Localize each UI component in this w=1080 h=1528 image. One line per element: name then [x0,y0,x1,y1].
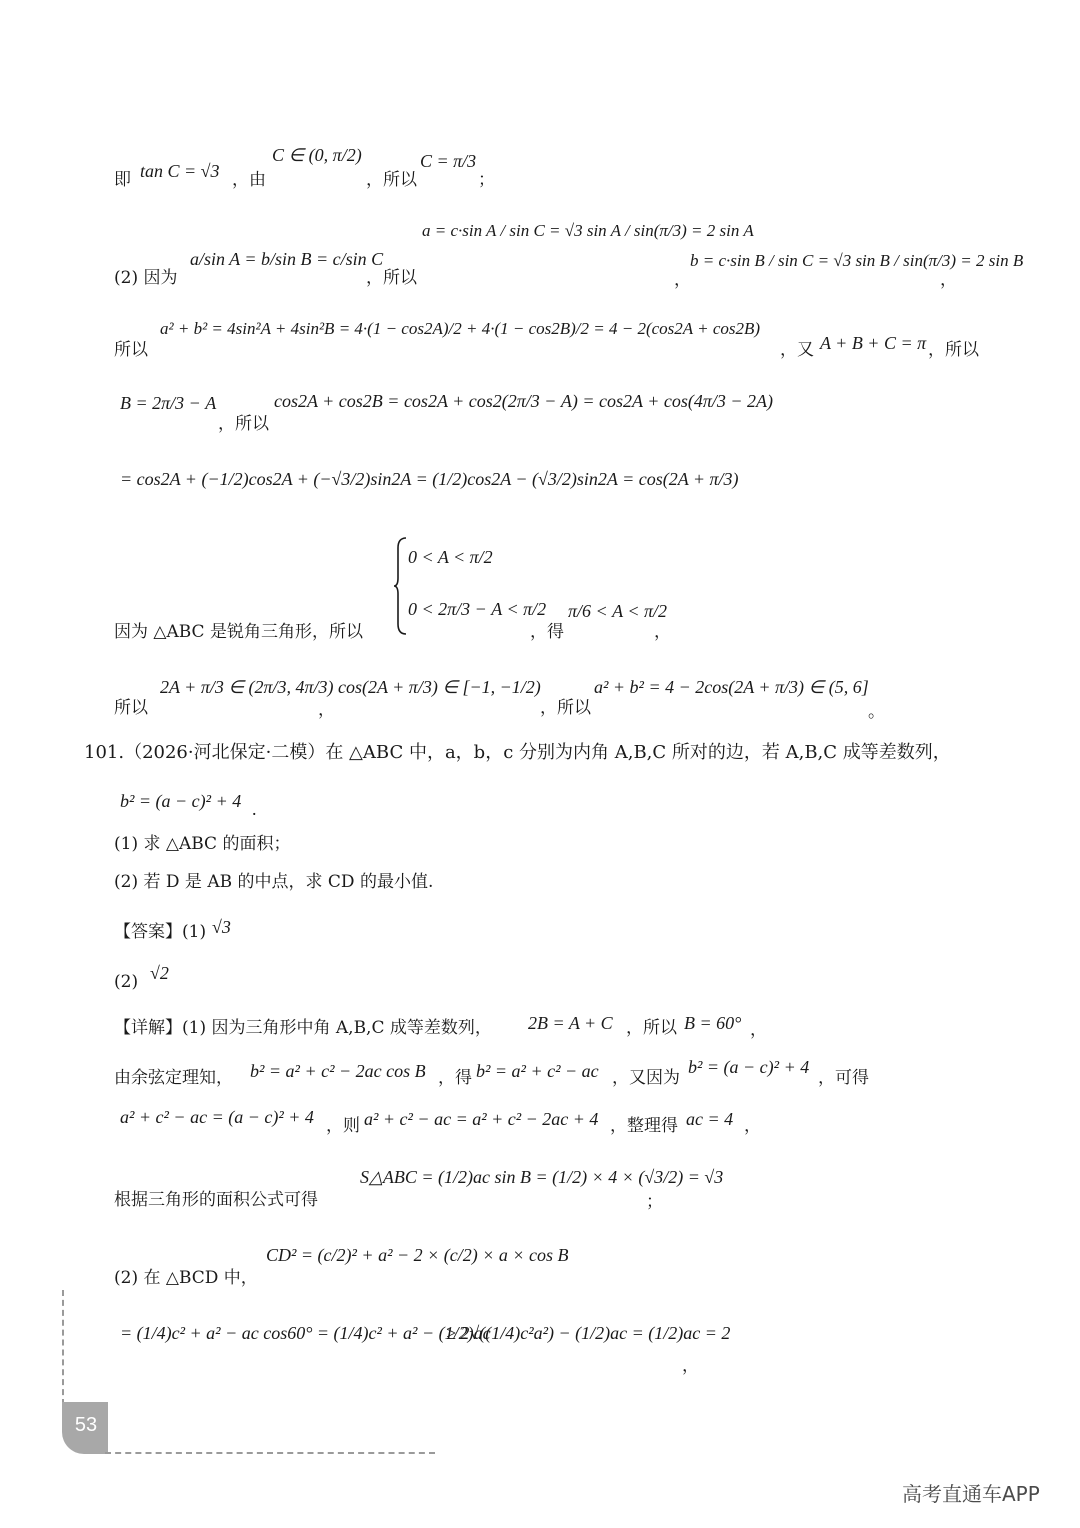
text-suoyi-7: ，所以 [540,698,591,718]
formula-A-range: π/6 < A < π/2 [568,601,667,621]
formula-sine-law: a/sin A = b/sin B = c/sin C [190,249,384,269]
formula-eq-2: a² + c² − ac = a² + c² − 2ac + 4 [364,1109,599,1129]
text-comma: ， [318,700,335,720]
page-corner-dashed-horizontal [105,1452,435,1454]
formula-cosine-law: b² = a² + c² − 2ac cos B [250,1061,426,1081]
text-comma: ， [940,270,957,290]
formula-CD2: CD² = (c/2)² + a² − 2 × (c/2) × a × cos B [266,1245,569,1265]
text-comma: ， [750,1020,767,1040]
text-de: ，得 [530,622,564,642]
text-semicolon: ； [478,170,495,190]
formula-b2-reduced: b² = a² + c² − ac [476,1061,599,1081]
text-zhenglide: ，整理得 [610,1116,678,1136]
text-suoyi-2: ，所以 [366,268,417,288]
left-brace-icon [394,536,408,636]
formula-B-expression: B = 2π/3 − A [120,393,217,413]
formula-tanC: tan C = √3 [140,161,220,181]
text-comma: ， [654,622,671,642]
formula-cos-sum: cos2A + cos2B = cos2A + cos2(2π/3 − A) = cos2A + cos(4π/3 − 2A) [274,391,773,411]
text-you: ，由 [232,170,266,190]
formula-2A-range: 2A + π/3 ∈ (2π/3, 4π/3) [160,677,334,697]
formula-cos-simplify: = cos2A + (−1/2)cos2A + (−√3/2)sin2A = (1/2)cos2A − (√3/2)sin2A = cos(2A + π/3) [120,469,739,489]
text-suoyi-4: ，所以 [928,340,979,360]
formula-area: S△ABC = (1/2)ac sin B = (1/2) × 4 × (√3/2) = √3 [360,1167,724,1187]
formula-CD2-expand: = (1/4)c² + a² − ac cos60° = (1/4)c² + a² − (1/2)ac [120,1323,491,1343]
answer-1-value: √3 [212,917,231,937]
question-1: (1) 求 △ABC 的面积； [114,834,291,854]
text-period: . [252,799,257,819]
formula-b-value: b = c·sin B / sin C = √3 sin B / sin(π/3) = 2 sin B [690,251,1024,270]
text-acute-triangle: 因为 △ABC 是锐角三角形，所以 [114,622,363,642]
formula-C-value: C = π/3 [420,151,477,171]
text-in-BCD: (2) 在 △BCD 中， [114,1268,258,1288]
text-suoyi-8: ，所以 [626,1018,677,1038]
text-suoyi: ，所以 [366,170,417,190]
text-area-formula: 根据三角形的面积公式可得 [114,1190,318,1210]
formula-A-bound-1: 0 < A < π/2 [408,547,493,567]
text-cosine-law: 由余弦定理知， [114,1068,233,1088]
watermark: 高考直通车APP [902,1482,1040,1506]
answer-2-label: (2) [114,972,139,992]
text-suoyi-6: 所以 [114,698,148,718]
text-ji: 即 [114,170,131,190]
formula-C-range: C ∈ (0, π/2) [272,145,362,165]
text-ze: ，则 [326,1116,360,1136]
formula-a2b2-range: a² + b² = 4 − 2cos(2A + π/3) ∈ (5, 6] [594,677,869,697]
formula-2B: 2B = A + C [528,1013,613,1033]
text-semicolon: ； [646,1192,663,1212]
formula-cos-range: cos(2A + π/3) ∈ [−1, −1/2) [338,677,541,697]
formula-B-60: B = 60° [684,1013,742,1033]
text-period: 。 [868,702,885,722]
question-2: (2) 若 D 是 AB 的中点，求 CD 的最小值. [114,872,434,892]
solution-intro: 【详解】(1) 因为三角形中角 A,B,C 成等差数列， [114,1018,492,1038]
formula-angle-sum: A + B + C = π [820,333,927,353]
text-comma: ， [682,1356,699,1376]
text-suoyi-5: ，所以 [218,414,269,434]
text-you-yinwei: ，又因为 [612,1068,680,1088]
formula-ac-4: ac = 4 [686,1109,734,1129]
formula-CD2-bound: ≥ 2√((1/4)c²a²) − (1/2)ac = (1/2)ac = 2 [446,1323,731,1343]
formula-eq-1: a² + c² − ac = (a − c)² + 4 [120,1107,314,1127]
text-suoyi-3: 所以 [114,340,148,360]
answer-2-value: √2 [150,963,169,983]
text-de-2: ，得 [438,1068,472,1088]
answer-label: 【答案】(1) [114,922,207,942]
formula-b2-condition: b² = (a − c)² + 4 [120,791,242,811]
problem-101-statement: 101.（2026·河北保定·二模）在 △ABC 中，a，b，c 分别为内角 A,B,C 所对的边，若 A,B,C 成等差数列， [84,742,951,763]
page-number: 53 [74,1414,98,1436]
text-yinwei-2: (2) 因为 [114,268,178,288]
page-corner-dashed-vertical [62,1290,64,1405]
formula-a-value: a = c·sin A / sin C = √3 sin A / sin(π/3) = 2 sin A [422,221,754,240]
text-comma: ， [674,270,691,290]
text-you-again: ，又 [780,340,814,360]
formula-b2-condition-2: b² = (a − c)² + 4 [688,1057,810,1077]
formula-A-bound-2: 0 < 2π/3 − A < π/2 [408,599,547,619]
text-comma: ， [744,1116,761,1136]
text-kede: ，可得 [818,1068,869,1088]
formula-a2b2-expansion: a² + b² = 4sin²A + 4sin²B = 4·(1 − cos2A)/2 + 4·(1 − cos2B)/2 = 4 − 2(cos2A + cos2B) [160,319,761,338]
